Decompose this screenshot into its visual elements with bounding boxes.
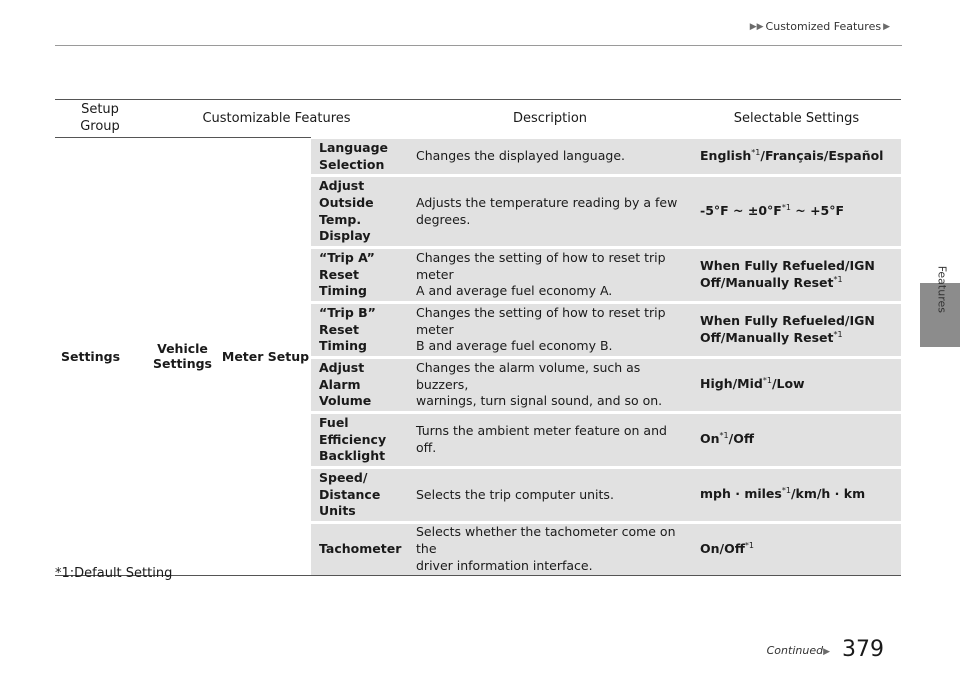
settings-cell: mph · miles$^{*1}$/km/h · km: [692, 468, 901, 523]
description-cell: Changes the displayed language.: [408, 138, 692, 176]
breadcrumb-text[interactable]: Customized Features: [765, 20, 882, 33]
description-cell: Changes the setting of how to reset trip meter A and average fuel economy A.: [408, 248, 692, 303]
feature-cell: Speed/ Distance Units: [311, 468, 408, 523]
description-cell: Adjusts the temperature reading by a few degrees.: [408, 176, 692, 248]
double-triangle-icon: ▶▶: [749, 21, 764, 32]
table-header-row: [55, 100, 901, 138]
settings-cell: When Fully Refueled/IGN Off/Manually Reset$^{*1}$: [692, 248, 901, 303]
section-tab-label: Features: [935, 265, 948, 313]
feature-cell: Tachometer: [311, 523, 408, 576]
feature-cell: “Trip B” Reset Timing: [311, 303, 408, 358]
settings-cell: On$^{*1}$/Off: [692, 413, 901, 468]
column-header: Selectable Settings: [692, 100, 901, 138]
triangle-icon: ▶: [823, 647, 830, 657]
settings-table: [55, 99, 901, 576]
settings-cell: When Fully Refueled/IGN Off/Manually Reset$^{*1}$: [692, 303, 901, 358]
column-header: Customizable Features: [145, 100, 408, 138]
settings-cell: English$^{*1}$/Français/Español: [692, 138, 901, 176]
group-cell: Settings: [55, 138, 145, 576]
table-row: [55, 138, 901, 176]
breadcrumb: [750, 20, 890, 33]
description-cell: Selects whether the tachometer come on the driver information interface.: [408, 523, 692, 576]
description-cell: Selects the trip computer units.: [408, 468, 692, 523]
subgroup-cell: Vehicle Settings: [145, 138, 220, 576]
feature-cell: Language Selection: [311, 138, 408, 176]
feature-cell: Adjust Outside Temp. Display: [311, 176, 408, 248]
page-number: 379: [842, 637, 884, 662]
subsubgroup-cell: Meter Setup: [220, 138, 311, 576]
column-header: Description: [408, 100, 692, 138]
description-cell: Turns the ambient meter feature on and off.: [408, 413, 692, 468]
feature-cell: “Trip A” Reset Timing: [311, 248, 408, 303]
continued-label: Continued▶: [766, 644, 830, 657]
settings-cell: High/Mid$^{*1}$/Low: [692, 358, 901, 413]
triangle-icon: ▶: [883, 21, 890, 32]
footnote: *1:Default Setting: [55, 566, 173, 581]
description-cell: Changes the alarm volume, such as buzzers, warnings, turn signal sound, and so on.: [408, 358, 692, 413]
settings-cell: On/Off$^{*1}$: [692, 523, 901, 576]
description-cell: Changes the setting of how to reset trip meter B and average fuel economy B.: [408, 303, 692, 358]
column-header: Setup Group: [55, 100, 145, 138]
feature-cell: Fuel Efficiency Backlight: [311, 413, 408, 468]
feature-cell: Adjust Alarm Volume: [311, 358, 408, 413]
header-divider: [55, 45, 902, 46]
settings-cell: -5°F ~ $\pm 0^\circ F^{*1}$ ~ +5°F: [692, 176, 901, 248]
